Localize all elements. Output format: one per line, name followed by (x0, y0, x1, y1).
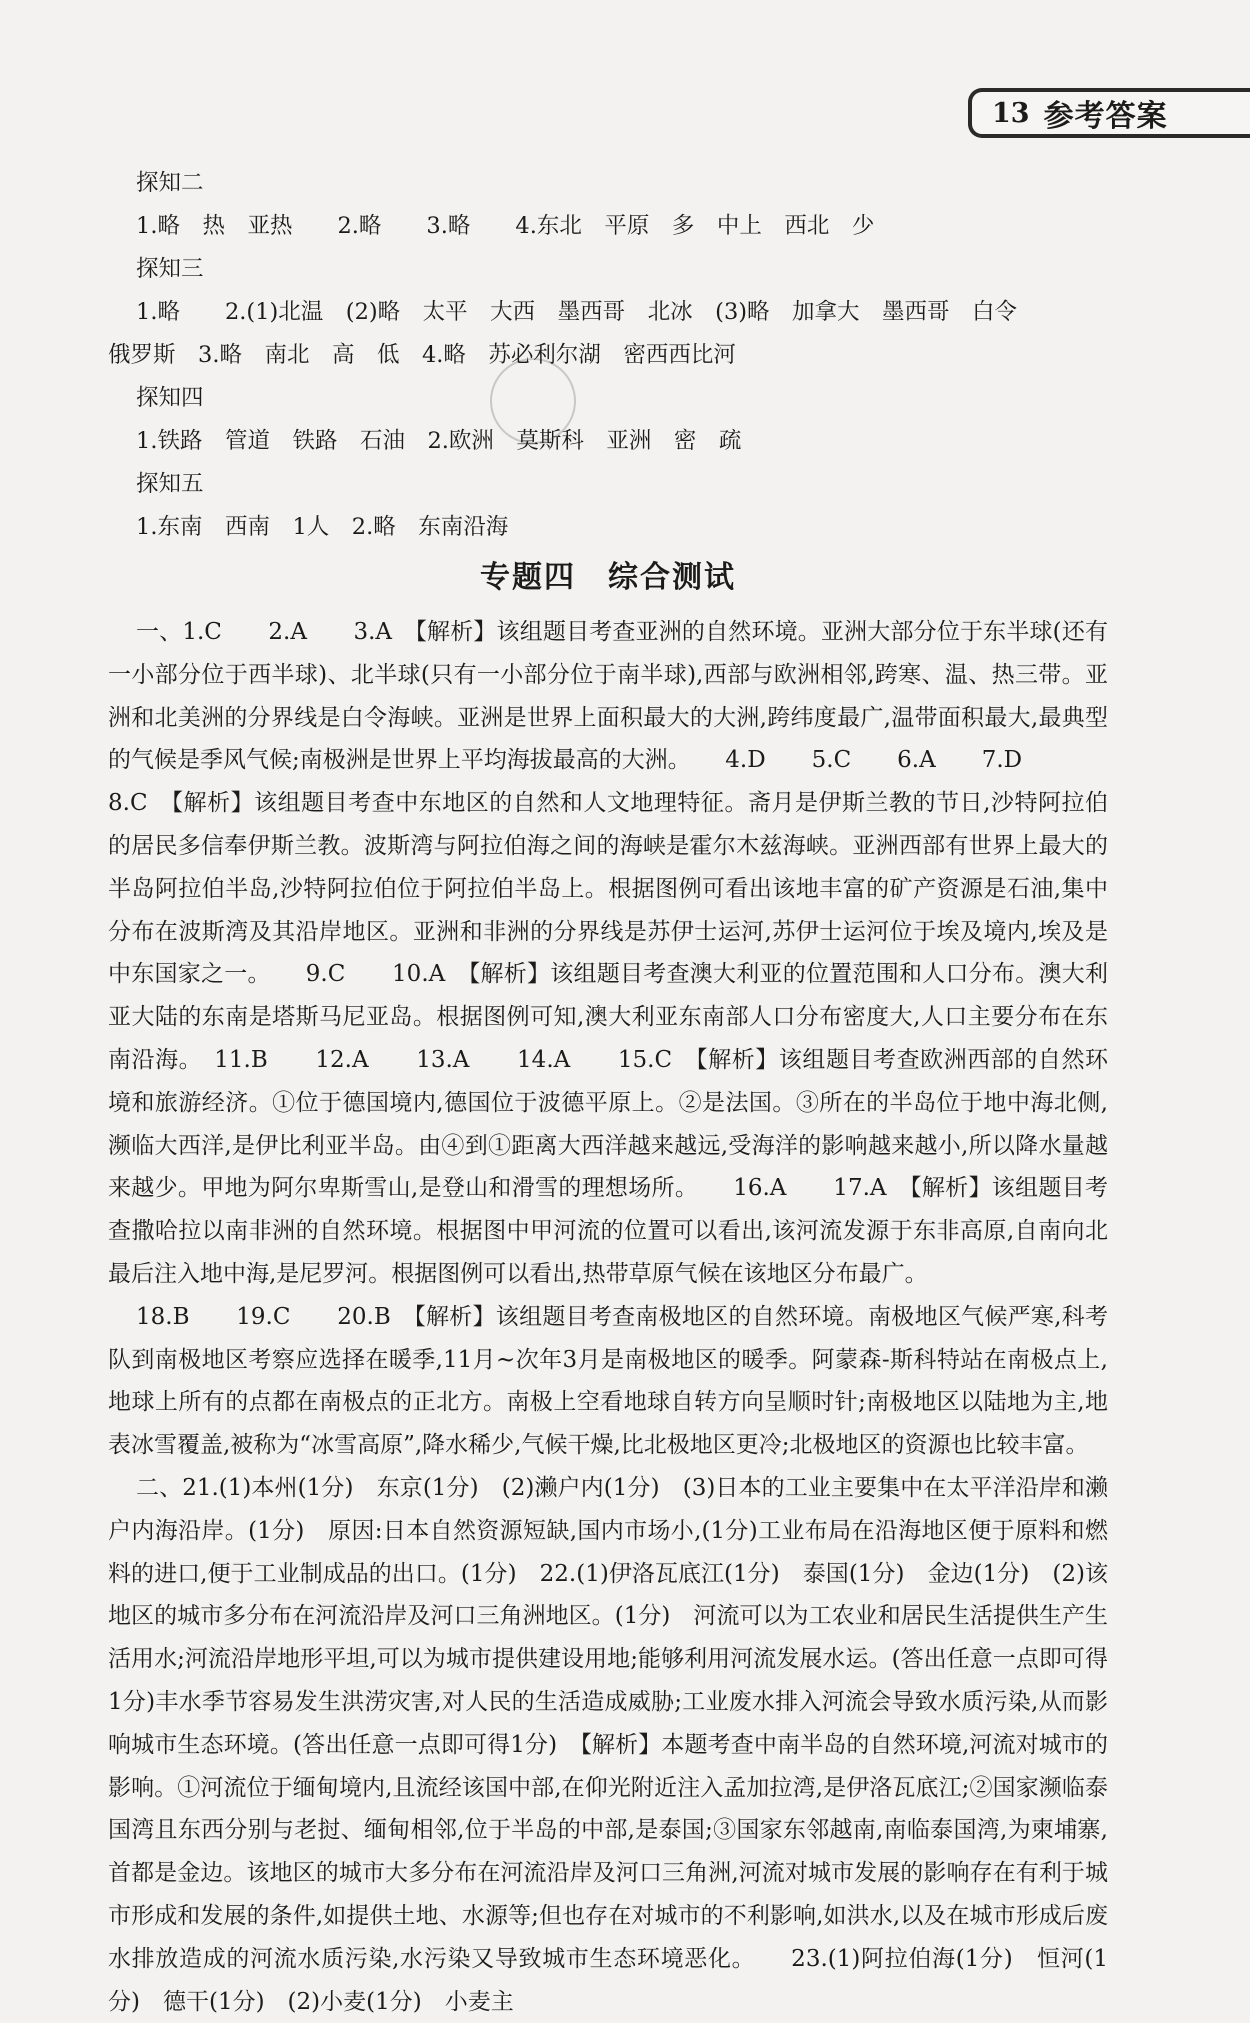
answer-paragraph-2: 8.C 【解析】该组题目考查中东地区的自然和人文地理特征。斋月是伊斯兰教的节日,沙特阿拉伯的居民多信奉伊斯兰教。波斯湾与阿拉伯海之间的海峡是霍尔木兹海峡。亚洲西部有世界上最大的半岛阿拉伯半岛,沙特阿拉伯位于阿拉伯半岛上。根据图例可看出该地丰富的矿产资源是石油,集中分布在波斯湾及其沿岸地区。亚洲和非洲的分界线是苏伊士运河,苏伊士运河位于埃及境内,埃及是中东国家之一。 9.C 10.A 【解析】该组题目考查澳大利亚的位置范围和人口分布。澳大利亚大陆的东南是塔斯马尼亚岛。根据图例可知,澳大利亚东南部人口分布密度大,人口主要分布在东南沿海。 11.B 12.A 13.A 14.A 15.C 【解析】该组题目考查欧洲西部的自然环境和旅游经济。①位于德国境内,德国位于波德平原上。②是法国。③所在的半岛位于地中海北侧,濒临大西洋,是伊比利亚半岛。由④到①距离大西洋越来越远,受海洋的影响越来越小,所以降水量越来越少。甲地为阿尔卑斯雪山,是登山和滑雪的理想场所。 16.A 17.A 【解析】该组题目考查撒哈拉以南非洲的自然环境。根据图中甲河流的位置可以看出,该河流发源于东非高原,自南向北最后注入地中海,是尼罗河。根据图例可以看出,热带草原气候在该地区分布最广。 (108, 790, 1108, 1287)
answer-paragraph-3: 18.B 19.C 20.B 【解析】该组题目考查南极地区的自然环境。南极地区气候严寒,科考队到南极地区考察应选择在暖季,11月~次年3月是南极地区的暖季。阿蒙森-斯科特站在南极点上,地球上所有的点都在南极点的正北方。南极上空看地球自转方向呈顺时针;南极地区以陆地为主,地表冰雪覆盖,被称为“冰雪高原”,降水稀少,气候干燥,比北极地区更冷;北极地区的资源也比较丰富。 (108, 1303, 1108, 1459)
subheading-tanzhi-2: 探知二 (136, 170, 204, 196)
page-header-tab (968, 88, 1250, 138)
answer-line: 1.略 2.(1)北温 (2)略 太平 大西 墨西哥 北冰 (3)略 加拿大 墨西哥 白令 (136, 299, 1018, 325)
answer-line: 1.东南 西南 1人 2.略 东南沿海 (136, 514, 509, 540)
answer-line: 俄罗斯 3.略 南北 高 低 4.略 苏必利尔湖 密西西比河 (108, 342, 736, 368)
answer-paragraph-1: 一、1.C 2.A 3.A 【解析】该组题目考查亚洲的自然环境。亚洲大部分位于东半球(还有一小部分位于西半球)、北半球(只有一小部分位于南半球),西部与欧洲相邻,跨寒、温、热三带。亚洲和北美洲的分界线是白令海峡。亚洲是世界上面积最大的大洲,跨纬度最广,温带面积最大,最典型的气候是季风气候;南极洲是世界上平均海拔最高的大洲。 4.D 5.C 6.A 7.D (108, 619, 1108, 774)
page-header-label: 参考答案 (1043, 99, 1168, 134)
page-number: 13 (992, 97, 1030, 129)
answer-line: 1.铁路 管道 铁路 石油 2.欧洲 莫斯科 亚洲 密 疏 (136, 428, 742, 454)
subheading-tanzhi-5: 探知五 (136, 471, 204, 497)
answer-paragraph-4: 二、21.(1)本州(1分) 东京(1分) (2)濑户内(1分) (3)日本的工业主要集中在太平洋沿岸和濑户内海沿岸。(1分) 原因:日本自然资源短缺,国内市场小,(1分)工业布局在沿海地区便于原料和燃料的进口,便于工业制成品的出口。(1分) 22.(1)伊洛瓦底江(1分) 泰国(1分) 金边(1分) (2)该地区的城市多分布在河流沿岸及河口三角洲地区。(1分) 河流可以为工农业和居民生活提供生产生活用水;河流沿岸地形平坦,可以为城市提供建设用地;能够利用河流发展水运。(答出任意一点即可得1分)丰水季节容易发生洪涝灾害,对人民的生活造成威胁;工业废水排入河流会导致水质污染,从而影响城市生态环境。(答出任意一点即可得1分) 【解析】本题考查中南半岛的自然环境,河流对城市的影响。①河流位于缅甸境内,且流经该国中部,在仰光附近注入孟加拉湾,是伊洛瓦底江;②国家濒临泰国湾且东西分别与老挝、缅甸相邻,位于半岛的中部,是泰国;③国家东邻越南,南临泰国湾,为柬埔寨,首都是金边。该地区的城市大多分布在河流沿岸及河口三角洲,河流对城市发展的影响存在有利于城市形成和发展的条件,如提供土地、水源等;但也存在对城市的不利影响,如洪水,以及在城市形成后废水排放造成的河流水质污染,水污染又导致城市生态环境恶化。 23.(1)阿拉伯海(1分) 恒河(1分) 德干(1分) (2)小麦(1分) 小麦主 (108, 1474, 1108, 2015)
answer-line: 1.略 热 亚热 2.略 3.略 4.东北 平原 多 中上 西北 少 (136, 213, 875, 239)
answer-content (108, 162, 1108, 2023)
section-title: 专题四 综合测试 (480, 560, 736, 595)
subheading-tanzhi-3: 探知三 (136, 256, 204, 282)
subheading-tanzhi-4: 探知四 (136, 385, 204, 411)
